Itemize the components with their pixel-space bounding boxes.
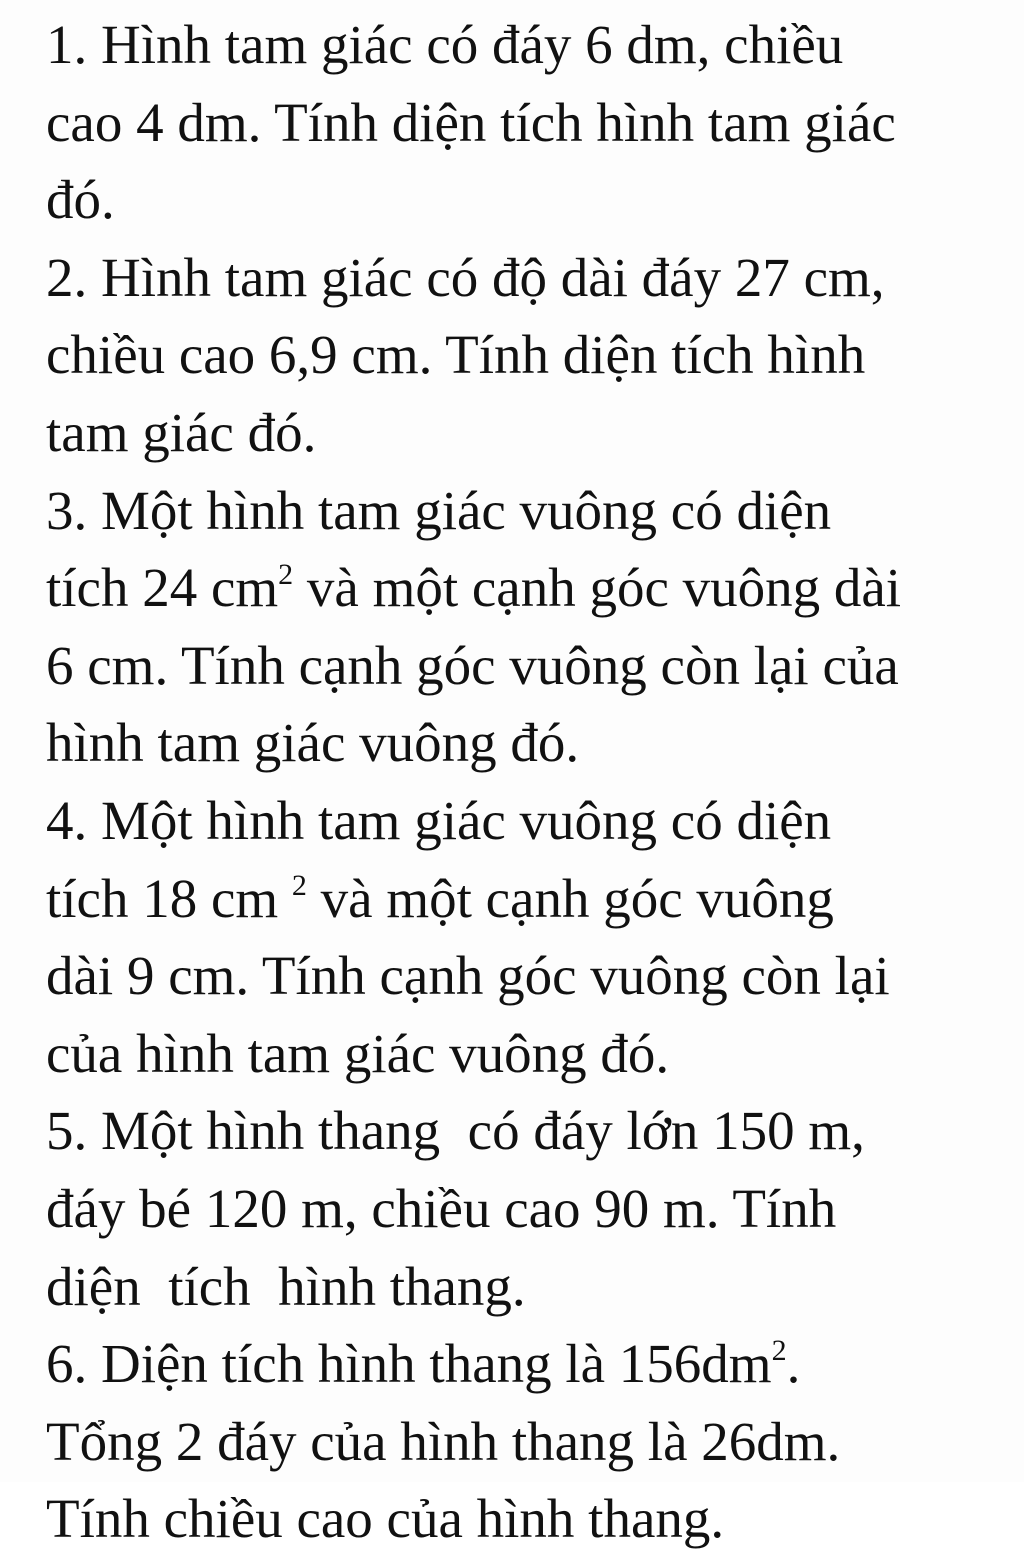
problem-5 bbox=[46, 1092, 1010, 1325]
problem-line: Tính chiều cao của hình thang. bbox=[46, 1488, 725, 1550]
problem-6 bbox=[46, 1325, 1010, 1558]
line-text-before: tích 24 cm bbox=[46, 557, 279, 619]
problem-1 bbox=[46, 6, 1010, 239]
problem-line: 6 cm. Tính cạnh góc vuông còn lại của bbox=[46, 634, 899, 696]
problem-line: 3. Một hình tam giác vuông có diện bbox=[46, 479, 832, 541]
line-text-after: và một cạnh góc vuông dài bbox=[293, 557, 902, 619]
problem-line: 4. Một hình tam giác vuông có diện bbox=[46, 789, 832, 851]
problem-line: 1. Hình tam giác có đáy 6 dm, chiều bbox=[46, 14, 844, 75]
line-text-before: tích 18 cm bbox=[46, 867, 292, 929]
problem-line: tam giác đó. bbox=[46, 401, 317, 463]
problem-line-with-superscript bbox=[46, 549, 1010, 627]
problem-line: của hình tam giác vuông đó. bbox=[46, 1022, 670, 1084]
problem-line: cao 4 dm. Tính diện tích hình tam giác bbox=[46, 91, 896, 153]
line-text-before: 6. Diện tích hình thang là 156dm bbox=[46, 1333, 772, 1395]
problem-line: đáy bé 120 m, chiều cao 90 m. Tính bbox=[46, 1177, 837, 1239]
problem-line: dài 9 cm. Tính cạnh góc vuông còn lại bbox=[46, 945, 890, 1007]
superscript-exponent: 2 bbox=[291, 868, 307, 902]
problem-line: diện tích hình thang. bbox=[46, 1255, 526, 1317]
problem-line: chiều cao 6,9 cm. Tính diện tích hình bbox=[46, 324, 866, 386]
problem-line: hình tam giác vuông đó. bbox=[46, 712, 580, 774]
problem-line: 2. Hình tam giác có độ dài đáy 27 cm, bbox=[46, 246, 885, 308]
superscript-exponent: 2 bbox=[771, 1334, 787, 1368]
problem-line-with-superscript bbox=[46, 860, 1010, 938]
problem-4 bbox=[46, 782, 1010, 1092]
line-text-after: . bbox=[786, 1333, 801, 1395]
problem-2 bbox=[46, 239, 1010, 472]
superscript-exponent: 2 bbox=[278, 558, 294, 592]
problem-line-with-superscript bbox=[46, 1325, 1010, 1403]
problem-line: Tổng 2 đáy của hình thang là 26dm. bbox=[46, 1410, 841, 1472]
problem-line: 5. Một hình thang có đáy lớn 150 m, bbox=[46, 1100, 865, 1162]
problem-3 bbox=[46, 472, 1010, 782]
problem-line: đó. bbox=[46, 169, 115, 231]
line-text-after: và một cạnh góc vuông bbox=[306, 867, 834, 929]
